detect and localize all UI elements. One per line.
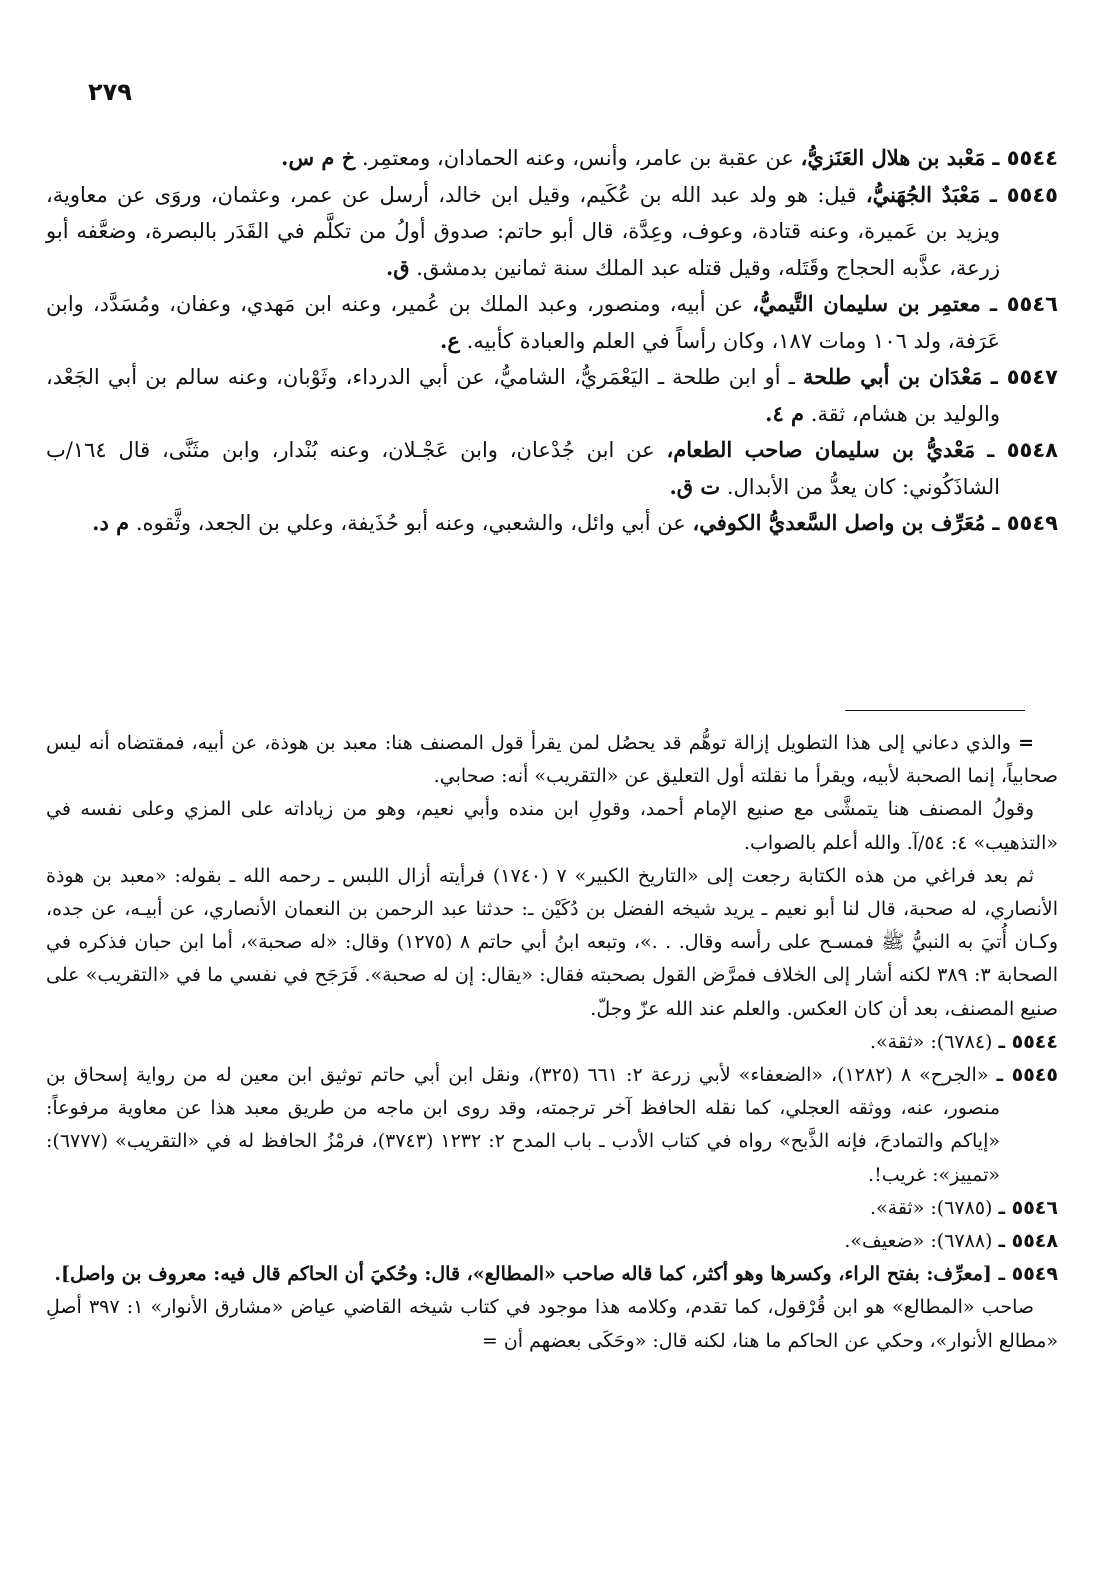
footnote-text: ثم بعد فراغي من هذه الكتابة رجعت إلى «التاريخ الكبير» ٧ (١٧٤٠) فرأيته أزال اللبس ـ رحمه الله ـ بقوله: «معبد بن هوذة الأنصاري، له صحبة، قال لنا أبو نعيم ـ يريد شيخه الفضل بن دُكَيْن ـ: حدثنا عبد الرحمن بن النعمان الأنصاري، عن أبيـه، عن جده، وكـان أُتيَ به النبيُّ ﷺ فمسـح على رأسه وقال. . .»، وتبعه ابنُ أبي حاتم ٨ (١٢٧٥) وقال: «له صحبة»، أما ابن حبان فذكره في الصحابة ٣: ٣٨٩ لكنه أشار إلى الخلاف فمرَّض القول بصحبته فقال: «يقال: إن له صحبة». فَرَجَح في نفسي ما في «التقريب» على صنيع المصنف، بعد أن كان العكس. والعلم عند الله عزّ وجلّ. — [46, 864, 1058, 1020]
entry-name: مَعْبد بن هلال العَنَزيُّ، — [800, 145, 986, 170]
entry-number: ٥٥٤٩ ـ — [992, 511, 1058, 535]
footnote-text: (٦٧٨٤): «ثقة». — [869, 1030, 993, 1053]
footnote-number: ٥٥٤٩ ـ — [998, 1263, 1058, 1286]
footnote-5548 — [46, 1225, 1058, 1258]
entry-5549 — [46, 505, 1058, 542]
entry-name: مَعْبَدٌ الجُهَنيُّ، — [865, 181, 981, 207]
footnote-number: ٥٥٤٦ ـ — [998, 1196, 1058, 1219]
entry-symbols: خ م س. — [281, 145, 356, 170]
footnote-text: (٦٧٨٨): «ضعيف». — [844, 1230, 993, 1253]
entry-number: ٥٥٤٤ ـ — [992, 146, 1058, 170]
entry-number: ٥٥٤٨ ـ — [987, 438, 1058, 462]
entry-symbols: ق. — [385, 254, 410, 280]
entry-name: معتمِر بن سليمان التَّيميُّ، — [752, 291, 981, 316]
footnote-divider — [845, 710, 1025, 711]
entry-text: عن ابن جُدْعان، وابن عَجْـلان، وعنه بُنْدار، وابن مثَنَّى، قال ١٦٤/ب الشاذَكُوني: كان يعدُّ من الأبدال. — [46, 438, 1000, 499]
footnote-paragraph — [46, 793, 1058, 859]
entry-number: ٥٥٤٧ ـ — [990, 365, 1058, 389]
entry-symbols: ت ق. — [669, 473, 721, 499]
entry-5546 — [46, 286, 1058, 359]
footnote-paragraph — [46, 1291, 1058, 1357]
footnote-text: وقولُ المصنف هنا يتمشَّى مع صنيع الإمام أحمد، وقولِ ابن منده وأبي نعيم، وهو من زياداته على المزي وعلى نفسه في «التذهيب» ٤: ٥٤/آ. والله أعلم بالصواب. — [46, 798, 1058, 854]
entry-symbols: م د. — [92, 510, 130, 535]
footnote-paragraph — [46, 860, 1058, 1026]
footnote-5545 — [46, 1059, 1058, 1192]
main-text — [46, 140, 1058, 542]
entry-number: ٥٥٤٥ ـ — [989, 182, 1058, 207]
page-number: ٢٧٩ — [88, 78, 132, 106]
footnote-text: [معرِّف: بفتح الراء، وكسرها وهو أكثر، كما قاله صاحب «المطالع»، قال: وحُكيَ أن الحاكم قال فيه: معروف بن واصل]. — [54, 1263, 992, 1286]
footnote-number: ٥٥٤٨ ـ — [998, 1230, 1058, 1253]
entry-text: عن أبيه، ومنصور، وعبد الملك بن عُمير، وعنه ابن مَهدي، وعفان، ومُسَدَّد، وابن عَرَفة، ولد ١٠٦ ومات ١٨٧، وكان رأساً في العلم والعبادة كأبيه. — [46, 292, 1000, 353]
entry-name: مَعْديُّ بن سليمان صاحب الطعام، — [666, 437, 976, 462]
entry-symbols: ع. — [440, 327, 460, 353]
entry-text: عن عقبة بن عامر، وأنس، وعنه الحمادان، ومعتمِر. — [361, 146, 794, 170]
footnote-5546 — [46, 1192, 1058, 1225]
entry-text: قيل: هو ولد عبد الله بن عُكَيم، وقيل ابن خالد، أرسل عن عمر، وعثمان، وروَى عن معاوية، ويزيد بن عَميرة، وعنه قتادة، وعوف، وعِدَّة، قال أبو حاتم: صدوق أولُ من تكلَّم في القَدَر بالبصرة، وضعَّفه أبو زرعة، عذَّبه الحجاج وقَتَله، وقيل قتله عبد الملك سنة ثمانين بدمشق. — [46, 182, 1000, 280]
footnote-paragraph — [46, 727, 1058, 793]
entry-symbols: م ٤. — [765, 400, 805, 426]
entry-name: مُعَرِّف بن واصل السَّعديُّ الكوفي، — [692, 510, 986, 535]
entry-text: ـ أو ابن طلحة ـ اليَعْمَريُّ، الشاميُّ، عن أبي الدرداء، وثَوْبان، وعنه سالم بن أبي الجَعْد، والوليد بن هشام، ثقة. — [46, 365, 1000, 426]
entry-5545 — [46, 177, 1058, 287]
entry-name: مَعْدَان بن أبي طلحة — [803, 364, 983, 389]
footnote-5544 — [46, 1026, 1058, 1059]
entry-5547 — [46, 359, 1058, 432]
footnote-number: ٥٥٤٥ ـ — [996, 1064, 1058, 1087]
footnote-5549 — [46, 1258, 1058, 1291]
continuation-mark: = — [1018, 732, 1034, 754]
footnote-text: صاحب «المطالع» هو ابن قُرْقول، كما تقدم، وكلامه هذا موجود في كتاب شيخه القاضي عياض «مشارق الأنوار» ١: ٣٩٧ أصلِ «مطالع الأنوار»، وحكي عن الحاكم ما هنا، لكنه قال: «وحَكَى بعضهم أن = — [46, 1296, 1058, 1352]
footnote-number: ٥٥٤٤ ـ — [998, 1030, 1058, 1053]
entry-5544 — [46, 140, 1058, 177]
footnote-text: (٦٧٨٥): «ثقة». — [869, 1196, 993, 1219]
entry-number: ٥٥٤٦ ـ — [989, 292, 1058, 316]
footnote-text: والذي دعاني إلى هذا التطويل إزالة توهُّم قد يحصُل لمن يقرأ قول المصنف هنا: معبد بن هوذة، عن أبيه، فمقتضاه أنه ليس صحابياً، إنما الصحبة لأبيه، ويقرأ ما نقلته أول التعليق عن «التقريب» أنه: صحابي. — [46, 732, 1058, 788]
footnotes — [46, 727, 1058, 1358]
footnote-text: «الجرح» ٨ (١٢٨٢)، «الضعفاء» لأبي زرعة ٢: ٦٦١ (٣٢٥)، ونقل ابن أبي حاتم توثيق ابن معين له من رواية إسحاق بن منصور، عنه، ووثقه العجلي، كما نقله الحافظ آخر ترجمته، وقد روى ابن ماجه من طريق معبد هذا عن معاوية مرفوعاً: «إياكم والتمادحَ، فإنه الذَّبح» رواه في كتاب الأدب ـ باب المدح ٢: ١٢٣٢ (٣٧٤٣)، فرمْزُ الحافظ له في «التقريب» (٦٧٧٧): «تمييز»: غريب!. — [46, 1064, 1000, 1186]
entry-text: عن أبي وائل، والشعبي، وعنه أبو حُذَيفة، وعلي بن الجعد، وثَّقوه. — [135, 511, 686, 535]
entry-5548 — [46, 432, 1058, 505]
